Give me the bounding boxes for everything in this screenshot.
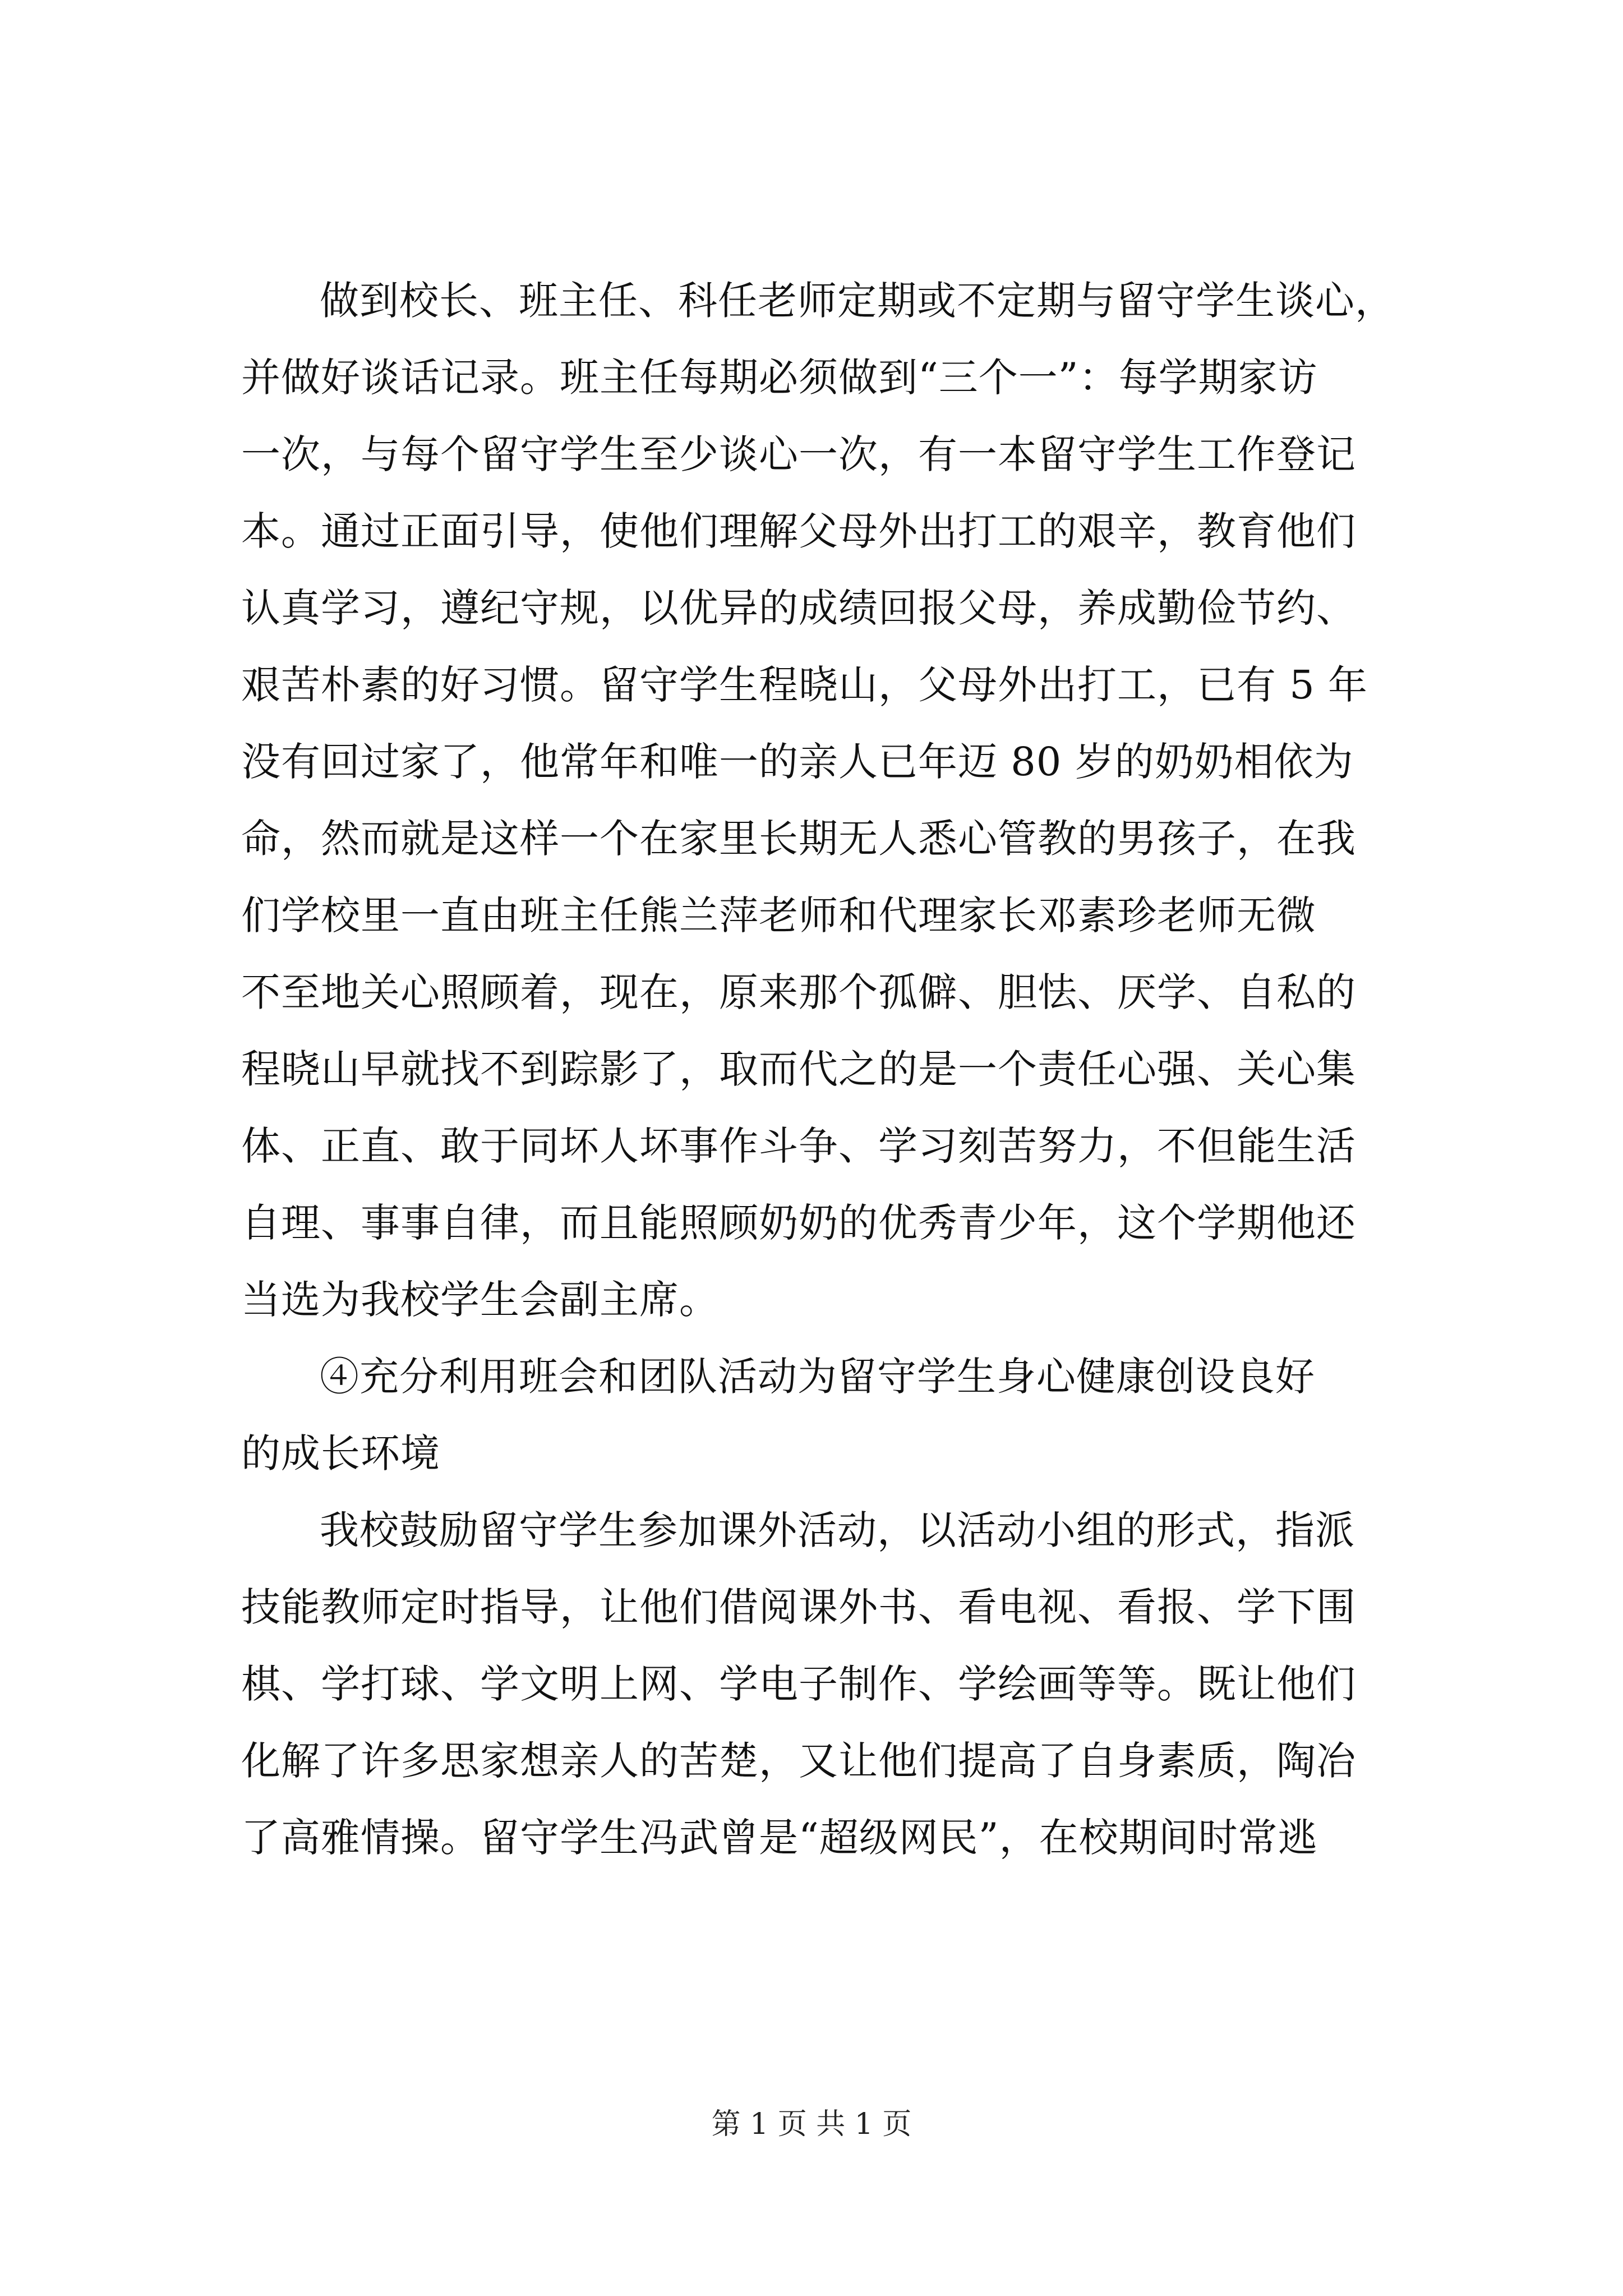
- text-line: 了高雅情操。留守学生冯武曾是“超级网民”，在校期间时常逃: [241, 1815, 1318, 1861]
- section-heading-line: 的成长环境: [241, 1430, 440, 1476]
- text-line: 化解了许多思家想亲人的苦楚，又让他们提高了自身素质，陶冶: [241, 1738, 1356, 1784]
- text-line: 当选为我校学生会副主席。: [241, 1277, 719, 1323]
- text-line: 棋、学打球、学文明上网、学电子制作、学绘画等等。既让他们: [241, 1661, 1356, 1707]
- text-line: 没有回过家了，他常年和唯一的亲人已年迈 80 岁的奶奶相依为: [241, 739, 1354, 785]
- text-line: 不至地关心照顾着，现在，原来那个孤僻、胆怯、厌学、自私的: [241, 969, 1356, 1015]
- text-line: 并做好谈话记录。班主任每期必须做到“三个一”：每学期家访: [241, 355, 1318, 401]
- text-line: 我校鼓励留守学生参加课外活动，以活动小组的形式，指派: [320, 1507, 1355, 1553]
- page-number-footer: 第 1 页 共 1 页: [711, 2108, 912, 2141]
- text-line: 程晓山早就找不到踪影了，取而代之的是一个责任心强、关心集: [241, 1046, 1356, 1092]
- text-line: 认真学习，遵纪守规，以优异的成绩回报父母，养成勤俭节约、: [241, 585, 1356, 631]
- text-line: 自理、事事自律，而且能照顾奶奶的优秀青少年，这个学期他还: [241, 1200, 1356, 1246]
- text-line: 技能教师定时指导，让他们借阅课外书、看电视、看报、学下围: [241, 1584, 1356, 1630]
- text-line: 艰苦朴素的好习惯。留守学生程晓山，父母外出打工，已有 5 年: [241, 662, 1368, 708]
- text-line: 们学校里一直由班主任熊兰萍老师和代理家长邓素珍老师无微: [241, 892, 1316, 938]
- text-line: 本。通过正面引导，使他们理解父母外出打工的艰辛，教育他们: [241, 508, 1356, 554]
- text-line: 一次，与每个留守学生至少谈心一次，有一本留守学生工作登记: [241, 431, 1356, 477]
- section-heading-line: ④充分利用班会和团队活动为留守学生身心健康创设良好: [320, 1354, 1315, 1400]
- text-line: 体、正直、敢于同坏人坏事作斗争、学习刻苦努力，不但能生活: [241, 1123, 1356, 1169]
- text-line: 做到校长、班主任、科任老师定期或不定期与留守学生谈心，: [320, 278, 1395, 324]
- document-body: [241, 263, 1408, 1876]
- text-line: 命，然而就是这样一个在家里长期无人悉心管教的男孩子，在我: [241, 816, 1356, 862]
